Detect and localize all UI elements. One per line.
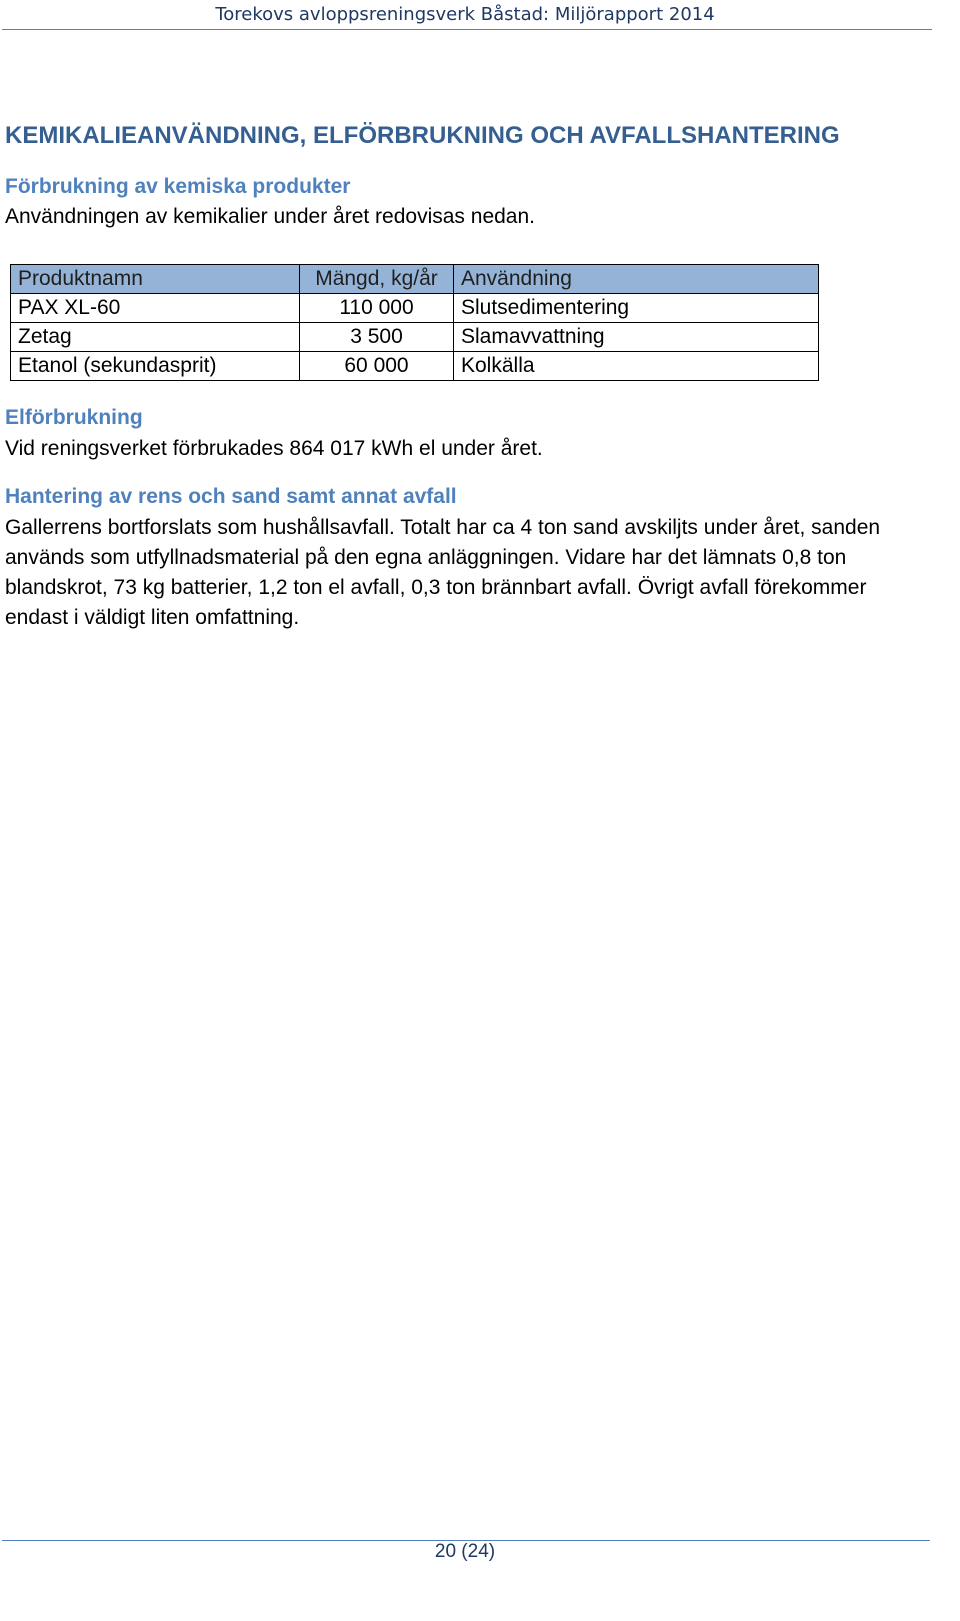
cell-quantity: 110 000 [300, 294, 454, 323]
cell-usage: Slutsedimentering [454, 294, 819, 323]
page-number: 20 (24) [434, 1541, 496, 1562]
table-row [11, 294, 819, 323]
cell-product: PAX XL-60 [11, 294, 300, 323]
cell-usage: Kolkälla [454, 352, 819, 381]
cell-usage: Slamavvattning [454, 323, 819, 352]
waste-text: Gallerrens bortforslats som hushållsavfall. Totalt har ca 4 ton sand avskiljts under året, sanden används som utfyllnadsmaterial på den egna anläggningen. Vidare har det lämnats 0,8 ton blandskrot, 73 kg batterier, 1,2 ton el avfall, 0,3 ton brännbart avfall. Övrigt avfall förekommer endast i väldigt liten omfattning. [5, 516, 881, 629]
cell-quantity: 60 000 [300, 352, 454, 381]
table-row [11, 323, 819, 352]
chemicals-heading: Förbrukning av kemiska produkter [5, 175, 351, 198]
cell-quantity: 3 500 [300, 323, 454, 352]
waste-heading: Hantering av rens och sand samt annat avfall [5, 485, 457, 508]
table-header-row [11, 265, 819, 294]
column-header-usage: Användning [454, 265, 819, 294]
running-header: Torekovs avloppsreningsverk Båstad: Miljörapport 2014 [215, 4, 715, 25]
table-row [11, 352, 819, 381]
chemicals-intro: Användningen av kemikalier under året redovisas nedan. [5, 205, 535, 228]
section-title: KEMIKALIEANVÄNDNING, ELFÖRBRUKNING OCH AVFALLSHANTERING [5, 122, 840, 149]
electricity-text: Vid reningsverket förbrukades 864 017 kWh el under året. [5, 437, 543, 460]
column-header-quantity: Mängd, kg/år [300, 265, 454, 294]
electricity-heading: Elförbrukning [5, 406, 143, 429]
header-divider [2, 29, 932, 30]
cell-product: Zetag [11, 323, 300, 352]
cell-product: Etanol (sekundasprit) [11, 352, 300, 381]
chemicals-table [10, 264, 819, 381]
column-header-product: Produktnamn [11, 265, 300, 294]
